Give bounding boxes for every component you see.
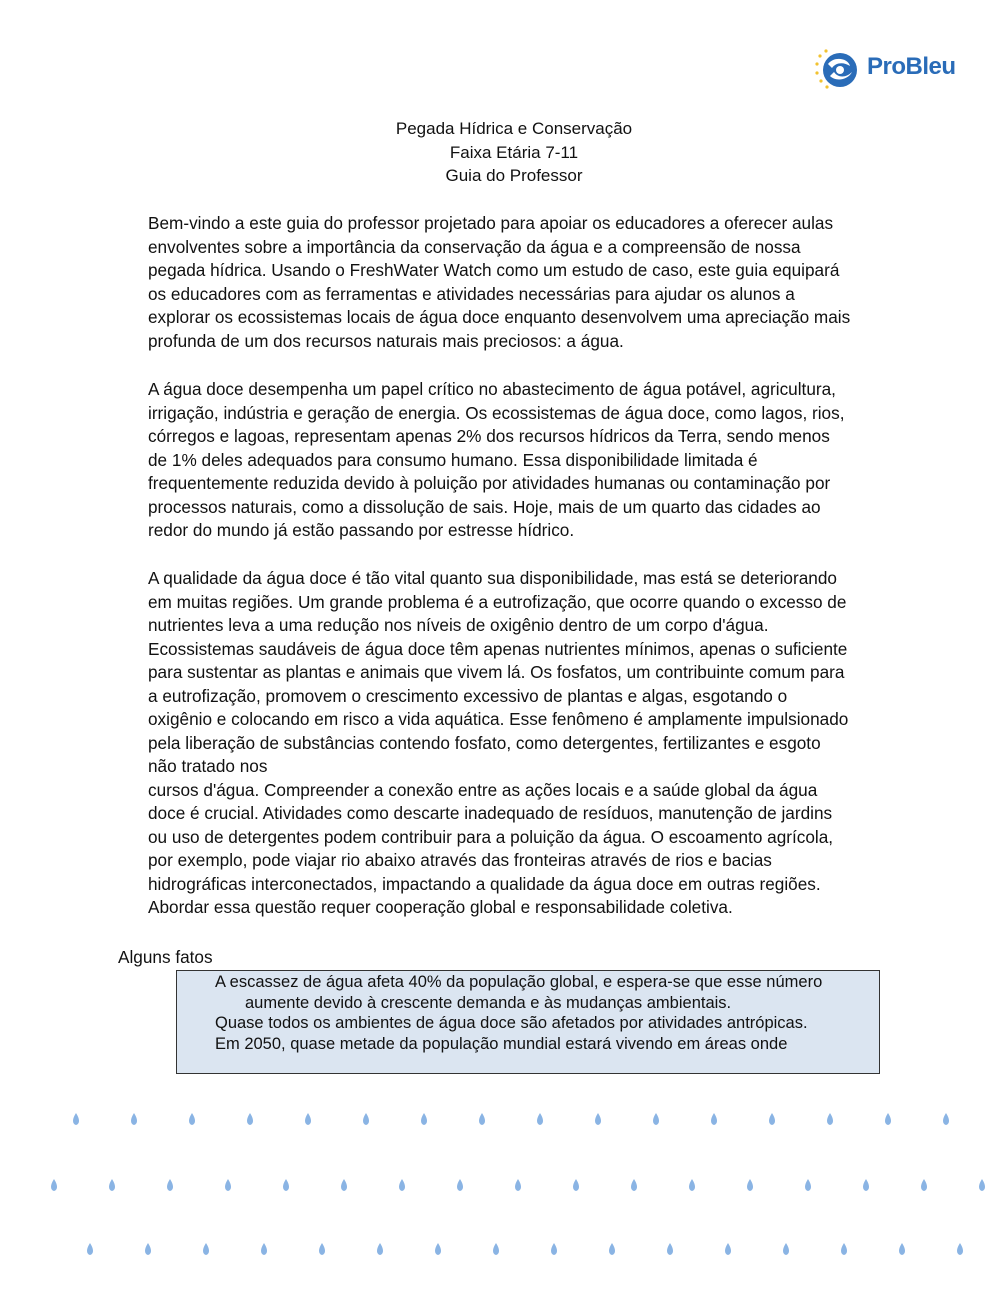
paragraph-line: nutrientes leva a uma redução nos níveis de oxigênio dentro de um corpo d'água. [148,615,769,635]
paragraph-line: processos naturais, como a dissolução de sais. Hoje, mais de um quarto das cidades ao [148,496,821,517]
water-drop-icon [203,1243,209,1255]
water-drop-icon [319,1243,325,1255]
water-drop-icon [769,1113,775,1125]
water-drop-icon [943,1113,949,1125]
water-drop-icon [479,1113,485,1125]
paragraph-line: pela liberação de substâncias contendo fosfato, como detergentes, fertilizantes e esgoto [148,732,821,753]
water-drop-icon [225,1179,231,1191]
water-drop-icon [653,1113,659,1125]
water-drop-icon [261,1243,267,1255]
water-drop-icon [747,1179,753,1191]
fact-item: Em 2050, quase metade da população mundial estará vivendo em áreas onde [215,1034,788,1053]
water-drop-icon [573,1179,579,1191]
paragraph-line: Bem-vindo a este guia do professor projetado para apoiar os educadores a oferecer aulas [148,213,834,233]
document-header [0,117,1000,188]
water-drop-icon [457,1179,463,1191]
paragraph-line: ou uso de detergentes podem contribuir para a poluição da água. O escoamento agrícola, [148,826,834,847]
water-drop-icon [283,1179,289,1191]
probleu-logo [814,46,974,92]
paragraph-line: os educadores com as ferramentas e atividades necessárias para ajudar os alunos a [148,283,795,304]
water-drop-icon [827,1113,833,1125]
fact-item: Quase todos os ambientes de água doce são afetados por atividades antrópicas. [215,1014,808,1032]
water-drop-icon [863,1179,869,1191]
paragraph-line: explorar os ecossistemas locais de água doce enquanto desenvolvem uma apreciação mais [148,307,851,327]
water-drop-icon [87,1243,93,1255]
water-drop-icon [341,1179,347,1191]
water-drop-icon [435,1243,441,1255]
paragraph-line: irrigação, indústria e geração de energia. Os ecossistemas de água doce, como lagos, rios, [148,402,845,423]
paragraph-line: profunda de um dos recursos naturais mais preciosos: a água. [148,330,624,351]
paragraph-line: por exemplo, pode viajar rio abaixo através das fronteiras através de rios e bacias [148,850,772,870]
water-drop-icon [51,1179,57,1191]
water-drop-icon [689,1179,695,1191]
water-drop-icon [363,1113,369,1125]
water-drop-icon [805,1179,811,1191]
paragraph-line: doce é crucial. Atividades como descarte inadequado de resíduos, manutenção de jardins [148,803,833,823]
water-drop-icon [399,1179,405,1191]
water-drop-icon [551,1243,557,1255]
paragraph-line: Abordar essa questão requer cooperação global e responsabilidade coletiva. [148,897,733,917]
intro-paragraph [148,212,893,353]
water-drops-decoration [0,1100,1000,1270]
water-drop-icon [493,1243,499,1255]
fact-item: A escassez de água afeta 40% da população global, e espera-se que esse número aumente devido à crescente demanda e às mudanças ambientais. [215,973,823,1012]
paragraph-line: a eutrofização, promovem o crescimento excessivo de plantas e algas, esgotando o [148,685,788,706]
water-drop-icon [189,1113,195,1125]
water-drop-icon [305,1113,311,1125]
water-drop-icon [537,1113,543,1125]
paragraph-line: córregos e lagoas, representam apenas 2% dos recursos hídricos da Terra, sendo menos [148,426,830,446]
facts-heading: Alguns fatos [118,947,213,967]
water-drop-icon [377,1243,383,1255]
paragraph-line: pegada hídrica. Usando o FreshWater Watch como um estudo de caso, este guia equipará [148,260,840,280]
water-drop-icon [841,1243,847,1255]
freshwater-paragraph [148,378,893,543]
water-drop-icon [899,1243,905,1255]
water-drop-icon [711,1113,717,1125]
facts-box [176,970,880,1074]
water-drop-icon [725,1243,731,1255]
paragraph-line: envolventes sobre a importância da conservação da água e a compreensão de nossa [148,236,801,257]
water-drop-icon [783,1243,789,1255]
water-drop-icon [595,1113,601,1125]
paragraph-line: A água doce desempenha um papel crítico no abastecimento de água potável, agricultura, [148,379,836,399]
paragraph-line: frequentemente reduzida devido à poluição por atividades humanas ou contaminação por [148,473,831,493]
water-drop-icon [609,1243,615,1255]
paragraph-line: cursos d'água. Compreender a conexão entre as ações locais e a saúde global da água [148,779,818,800]
quality-paragraph [148,567,893,920]
probleu-emblem-icon [814,46,864,92]
logo-wordmark: ProBleu [867,53,956,80]
paragraph-line: oxigênio e colocando em risco a vida aquática. Esse fenômeno é amplamente impulsionado [148,709,849,729]
water-drop-icon [109,1179,115,1191]
paragraph-line: A qualidade da água doce é tão vital quanto sua disponibilidade, mas está se deteriorando [148,568,837,588]
water-drop-icon [885,1113,891,1125]
paragraph-line: hidrográficas interconectados, impactando a qualidade da água doce em outras regiões. [148,873,821,894]
water-drop-icon [167,1179,173,1191]
water-drop-icon [667,1243,673,1255]
document-title: Pegada Hídrica e Conservação [395,119,633,138]
paragraph-line: para sustentar as plantas e animais que vivem lá. Os fosfatos, um contribuinte comum para [148,662,845,682]
age-range: Faixa Etária 7-11 [449,142,579,162]
water-drop-icon [421,1113,427,1125]
paragraph-line: redor do mundo já estão passando por estresse hídrico. [148,520,575,540]
water-drop-icon [515,1179,521,1191]
water-drop-icon [979,1179,985,1191]
paragraph-line: não tratado nos [148,756,268,776]
paragraph-line: de 1% deles adequados para consumo humano. Essa disponibilidade limitada é [148,449,758,470]
water-drop-icon [247,1113,253,1125]
water-drop-icon [73,1113,79,1125]
water-drop-icon [631,1179,637,1191]
paragraph-line: em muitas regiões. Um grande problema é a eutrofização, que ocorre quando o excesso de [148,591,847,612]
water-drop-icon [145,1243,151,1255]
guide-subtitle: Guia do Professor [445,166,583,185]
water-drop-icon [921,1179,927,1191]
water-drop-icon [131,1113,137,1125]
paragraph-line: Ecossistemas saudáveis de água doce têm apenas nutrientes mínimos, apenas o suficiente [148,638,848,659]
water-drop-icon [957,1243,963,1255]
